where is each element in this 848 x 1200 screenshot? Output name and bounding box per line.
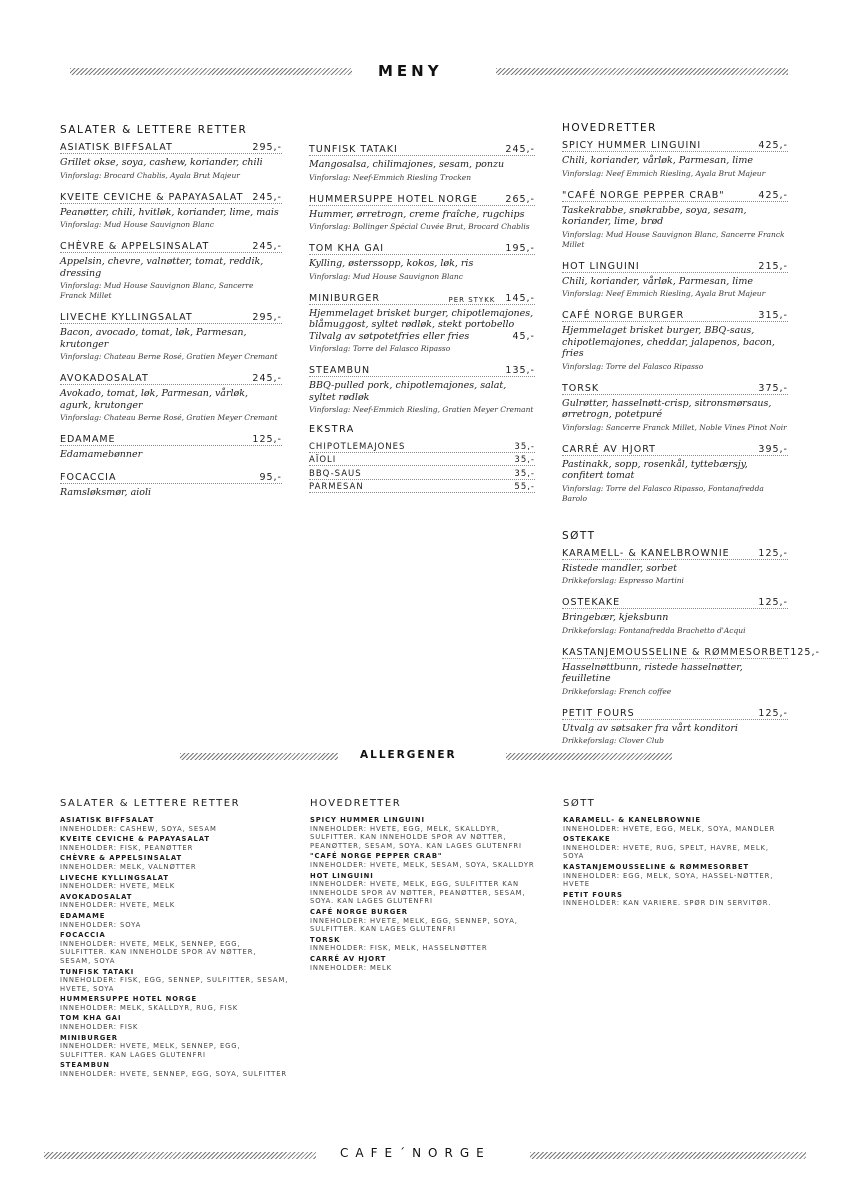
menu-item-price: 295,- <box>252 312 282 323</box>
menu-item-description: Gulrøtter, hasselnøtt-crisp, sitronsmørsaus, ørretrogn, potetpuré <box>562 397 772 420</box>
menu-item-row <box>60 470 282 484</box>
menu-item-description: Edamamebønner <box>60 449 143 460</box>
allergens-column-3 <box>563 798 783 910</box>
allergen-entry <box>60 995 290 1012</box>
menu-item-note: PER STYKK <box>448 295 496 304</box>
menu-item <box>562 138 788 179</box>
allergens-column-1 <box>60 798 290 1081</box>
menu-item-price: 245,- <box>505 144 535 155</box>
menu-item-row <box>60 239 282 253</box>
menu-item <box>60 470 282 499</box>
menu-item-pairing: Vinforslag: Brocard Chablis, Ayala Brut Majeur <box>60 170 240 180</box>
allergen-entry <box>60 874 290 891</box>
menu-item-addon-text: Tilvalg av søtpotetfries eller fries <box>309 330 470 342</box>
menu-item-price: 215,- <box>758 260 788 272</box>
menu-item <box>60 190 282 231</box>
menu-item-row <box>562 259 788 273</box>
menu-item-pairing: Drikkeforslag: Fontanafredda Brachetto d'Acqui <box>562 625 746 635</box>
allergen-heading: HOVEDRETTER <box>310 798 402 809</box>
menu-item-pairing: Vinforslag: Mud House Sauvignon Blanc, Sancerre Franck Millet <box>562 229 785 249</box>
menu-item-description: BBQ-pulled pork, chipotlemajones, salat, syltet rødløk <box>309 380 507 403</box>
allergen-text: INNEHOLDER: HVETE, MELK <box>60 901 176 910</box>
menu-item-pairing: Vinforslag: Neef-Emmich Riesling, Gratien Meyer Cremant <box>309 405 534 414</box>
menu-item <box>309 291 535 355</box>
menu-item <box>562 645 820 697</box>
extra-price: 35,- <box>514 468 535 479</box>
menu-item-name: TOM KHA GAI <box>309 243 385 254</box>
allergen-text: INNEHOLDER: MELK, SKALLDYR, RUG, FISK <box>60 1003 239 1012</box>
allergen-text: INNEHOLDER: HVETE, MELK, EGG, SULFITTER KAN INNEHOLDE SPOR AV NØTTER, PEANØTTER, SESAM, SOYA. KAN LAGES GLUTENFRI <box>310 880 526 906</box>
menu-item-price: 245,- <box>252 241 282 252</box>
menu-item <box>60 371 282 423</box>
allergen-text: INNEHOLDER: HVETE, EGG, MELK, SOYA, MANDLER <box>563 824 776 833</box>
allergen-text: INNEHOLDER: HVETE, RUG, SPELT, HAVRE, MELK, SOYA <box>563 843 769 861</box>
menu-item-description: Chili, koriander, vårløk, Parmesan, lime <box>562 155 753 166</box>
allergen-text: INNEHOLDER: HVETE, MELK <box>60 882 176 891</box>
menu-item-description: Bringebær, kjeksbunn <box>562 612 669 623</box>
menu-item-description: Avokado, tomat, løk, Parmesan, vårløk, agurk, krutonger <box>60 388 249 411</box>
allergen-dish: CARRÉ AV HJORT <box>310 954 387 963</box>
menu-item-description: Ramsløksmør, aioli <box>60 486 152 498</box>
menu-item-price: 125,- <box>252 434 282 445</box>
menu-item-row <box>60 190 282 204</box>
allergen-dish: KVEITE CEVICHE & PAPAYASALAT <box>60 835 210 844</box>
allergens-rule-right <box>506 753 672 760</box>
menu-item-pairing: Drikkeforslag: Espresso Martini <box>562 576 684 585</box>
allergen-text: INNEHOLDER: HVETE, MELK, SESAM, SOYA, SKALLDYR <box>310 860 535 869</box>
menu-item-description: Hjemmelaget brisket burger, chipotlemajones, blåmuggost, syltet rødløk, stekt portobello <box>309 307 534 330</box>
allergen-dish: MINIBURGER <box>60 1033 118 1042</box>
menu-item-name: TORSK <box>562 382 600 394</box>
extra-price: 55,- <box>514 482 535 492</box>
allergens-title: ALLERGENER <box>360 749 457 761</box>
menu-item-price: 375,- <box>758 382 788 394</box>
menu-item-price: 125,- <box>758 547 788 559</box>
menu-item-price: 145,- <box>505 292 535 304</box>
menu-item-description: Hasselnøttbunn, ristede hasselnøtter, feuilletine <box>562 661 743 684</box>
menu-item-addon <box>309 331 535 343</box>
menu-item <box>562 546 788 587</box>
menu-item-addon-price: 45,- <box>512 330 535 342</box>
menu-item-price: 245,- <box>252 191 282 203</box>
allergen-entry <box>563 816 783 833</box>
menu-item-name: HUMMERSUPPE HOTEL NORGE <box>309 193 478 205</box>
menu-item <box>562 259 788 300</box>
menu-item-name: OSTEKAKE <box>562 597 621 608</box>
menu-item-name: HOT LINGUINI <box>562 260 640 272</box>
allergen-dish: CAFÉ NORGE BURGER <box>310 907 408 916</box>
footer-rule-left <box>44 1152 316 1159</box>
menu-item-row <box>562 442 788 456</box>
allergen-heading: SØTT <box>563 798 596 809</box>
section-heading: SØTT <box>562 529 596 542</box>
allergen-text: INNEHOLDER: MELK <box>310 963 393 972</box>
allergen-text: INNEHOLDER: HVETE, SENNEP, EGG, SOYA, SULFITTER <box>60 1070 288 1079</box>
menu-item-name: "CAFÉ NORGE PEPPER CRAB" <box>562 189 725 201</box>
allergens-rule-left <box>180 753 338 760</box>
menu-item-pairing: Vinforslag: Bollinger Spécial Cuvée Brut, Brocard Chablis <box>309 222 530 231</box>
menu-item-pairing: Vinforslag: Sancerre Franck Millet, Noble Vines Pinot Noir <box>562 422 787 432</box>
allergen-entry <box>60 968 290 994</box>
menu-item-pairing: Vinforslag: Torre del Falasco Ripasso <box>562 361 704 371</box>
menu-item-price: 265,- <box>505 193 535 205</box>
allergen-dish: AVOKADOSALAT <box>60 892 133 901</box>
menu-item-row <box>562 595 788 609</box>
allergen-entry <box>60 1034 290 1060</box>
allergen-dish: TOM KHA GAI <box>60 1014 122 1023</box>
menu-item-pairing: Vinforslag: Chateau Berne Rosé, Gratien Meyer Cremant <box>60 352 278 361</box>
menu-item-name: MINIBURGER <box>309 292 380 304</box>
allergen-dish: STEAMBUN <box>60 1061 110 1070</box>
menu-item <box>60 310 282 362</box>
extra-price: 35,- <box>514 441 535 452</box>
menu-item-price: 425,- <box>758 189 788 201</box>
allergen-dish: PETIT FOURS <box>563 890 623 899</box>
menu-item-description: Chili, koriander, vårløk, Parmesan, lime <box>562 275 753 287</box>
menu-item-name: TUNFISK TATAKI <box>309 144 398 155</box>
menu-item-row <box>562 381 788 395</box>
menu-item <box>309 142 535 183</box>
extra-price: 35,- <box>514 455 535 465</box>
allergen-text: INNEHOLDER: FISK, EGG, SENNEP, SULFITTER, SESAM, HVETE, SOYA <box>60 976 289 993</box>
menu-item-row <box>562 546 788 560</box>
allergen-dish: HUMMERSUPPE HOTEL NORGE <box>60 995 198 1004</box>
allergen-dish: KASTANJEMOUSSELINE & RØMMESORBET <box>563 862 750 871</box>
menu-column-1 <box>60 124 282 507</box>
allergen-dish: "CAFÉ NORGE PEPPER CRAB" <box>310 852 443 861</box>
allergen-entry <box>60 912 290 929</box>
allergens-column-2 <box>310 798 540 974</box>
menu-item-name: KVEITE CEVICHE & PAPAYASALAT <box>60 191 244 203</box>
menu-item-price: 95,- <box>259 471 282 483</box>
extra-row <box>309 453 535 467</box>
menu-item-pairing: Drikkeforslag: French coffee <box>562 686 672 696</box>
allergen-text: INNEHOLDER: HVETE, MELK, EGG, SENNEP, SOYA, SULFITTER. KAN LAGES GLUTENFRI <box>310 916 518 934</box>
menu-item <box>562 188 788 250</box>
allergen-text: INNEHOLDER: FISK, PEANØTTER <box>60 843 194 852</box>
extra-name: PARMESAN <box>309 482 364 492</box>
allergen-entry <box>60 816 290 833</box>
allergen-text: INNEHOLDER: HVETE, EGG, MELK, SKALLDYR, SULFITTER. KAN INNEHOLDE SPOR AV NØTTER, PEANØTTER, SESAM, SOYA. KAN LAGES GLUTENFRI <box>310 824 522 850</box>
menu-item-description: Utvalg av søtsaker fra vårt konditori <box>562 722 738 734</box>
menu-item-pairing: Vinforslag: Neef Emmich Riesling, Ayala Brut Majeur <box>562 168 766 178</box>
menu-item <box>562 381 788 433</box>
allergen-heading: SALATER & LETTERE RETTER <box>60 798 241 809</box>
extra-name: BBQ-SAUS <box>309 468 362 479</box>
menu-item-row <box>562 138 788 152</box>
allergen-entry <box>563 891 783 908</box>
allergen-dish: SPICY HUMMER LINGUINI <box>310 816 425 824</box>
menu-item-row <box>309 192 535 206</box>
menu-item-row <box>562 188 788 202</box>
menu-item <box>309 241 535 282</box>
menu-item-row <box>562 308 788 322</box>
allergen-entry <box>60 1061 290 1078</box>
allergen-entry <box>60 893 290 910</box>
menu-item-pairing: Vinforslag: Chateau Berne Rosé, Gratien Meyer Cremant <box>60 413 278 422</box>
menu-item-name: STEAMBUN <box>309 365 371 376</box>
menu-item-row <box>309 363 535 377</box>
menu-item-name: PETIT FOURS <box>562 707 635 719</box>
menu-item <box>309 192 535 233</box>
menu-item-pairing: Vinforslag: Torre del Falasco Ripasso, Fontanafredda Barolo <box>562 483 764 503</box>
allergen-entry <box>310 955 540 972</box>
menu-item-pairing: Drikkeforslag: Clover Club <box>562 736 664 745</box>
menu-item-price: 425,- <box>758 140 788 151</box>
allergen-dish: OSTEKAKE <box>563 835 611 844</box>
allergen-text: INNEHOLDER: HVETE, MELK, SENNEP, EGG, SULFITTER. KAN INNEHOLDE SPOR AV NØTTER, SESAM, SOYA <box>60 939 257 965</box>
extra-name: CHIPOTLEMAJONES <box>309 441 406 452</box>
allergen-dish: EDAMAME <box>60 911 106 920</box>
extra-row <box>309 439 535 453</box>
menu-item-row <box>309 291 535 305</box>
menu-item-row <box>60 310 282 324</box>
menu-item-description: Pastinakk, sopp, rosenkål, tyttebærsjy, confitert tomat <box>562 458 748 481</box>
menu-item <box>562 595 788 636</box>
menu-item-description: Ristede mandler, sorbet <box>562 562 677 574</box>
menu-item-price: 395,- <box>758 443 788 455</box>
menu-item-description: Kylling, østerssopp, kokos, løk, ris <box>309 258 474 269</box>
menu-item-price: 245,- <box>252 373 282 384</box>
menu-item-name: KASTANJEMOUSSELINE & RØMMESORBET <box>562 646 791 658</box>
menu-item <box>562 308 788 372</box>
page-title: MENY <box>378 62 443 80</box>
menu-item-description: Taskekrabbe, snøkrabbe, soya, sesam, koriander, lime, brød <box>562 204 747 227</box>
allergen-text: INNEHOLDER: EGG, MELK, SOYA, HASSEL-NØTTER, HVETE <box>563 871 774 889</box>
menu-item-description: Appelsin, chevre, valnøtter, tomat, reddik, dressing <box>60 256 264 279</box>
menu-item <box>60 140 282 181</box>
menu-item-price: 125,- <box>758 707 788 719</box>
menu-item-description: Hummer, ørretrogn, creme fraîche, rugchips <box>309 208 525 220</box>
allergen-text: INNEHOLDER: KAN VARIERE. SPØR DIN SERVITØR. <box>563 899 772 908</box>
menu-item-name: FOCACCIA <box>60 471 117 483</box>
allergen-dish: HOT LINGUINI <box>310 871 374 880</box>
menu-item-price: 315,- <box>758 310 788 321</box>
menu-item-name: KARAMELL- & KANELBROWNIE <box>562 547 730 559</box>
allergen-text: INNEHOLDER: HVETE, MELK, SENNEP, EGG, SULFITTER. KAN LAGES GLUTENFRI <box>60 1042 241 1059</box>
menu-item-row <box>309 241 535 255</box>
allergen-dish: LIVECHE KYLLINGSALAT <box>60 873 169 882</box>
menu-item <box>60 239 282 301</box>
allergen-dish: ASIATISK BIFFSALAT <box>60 816 155 824</box>
menu-column-2 <box>309 142 535 493</box>
extras-heading: EKSTRA <box>309 424 355 435</box>
menu-item <box>562 706 788 747</box>
menu-item-name: CAFÉ NORGE BURGER <box>562 310 685 321</box>
menu-item-name: EDAMAME <box>60 434 116 445</box>
allergen-entry <box>60 1014 290 1031</box>
menu-item <box>60 432 282 461</box>
menu-item-name: SPICY HUMMER LINGUINI <box>562 140 702 151</box>
menu-item-pairing: Vinforslag: Neef Emmich Riesling, Ayala Brut Majeur <box>562 289 766 298</box>
footer-brand: CAFE´NORGE <box>340 1146 491 1160</box>
allergen-dish: TORSK <box>310 935 341 944</box>
menu-item-pairing: Vinforslag: Neef-Emmich Riesling Trocken <box>309 172 472 182</box>
menu-item-pairing: Vinforslag: Torre del Falasco Ripasso <box>309 344 451 353</box>
allergen-dish: KARAMELL- & KANELBROWNIE <box>563 816 701 824</box>
allergen-entry <box>60 931 290 965</box>
menu-item-row <box>60 140 282 154</box>
allergen-entry <box>563 863 783 889</box>
allergen-text: INNEHOLDER: MELK, VALNØTTER <box>60 862 197 871</box>
allergen-dish: TUNFISK TATAKI <box>60 967 135 976</box>
menu-item-name: AVOKADOSALAT <box>60 373 149 384</box>
section-heading: SALATER & LETTERE RETTER <box>60 124 248 136</box>
menu-item-name: CARRÉ AV HJORT <box>562 443 656 455</box>
allergen-entry <box>563 835 783 861</box>
menu-item-row <box>562 645 820 659</box>
extra-name: AÏOLI <box>309 455 337 465</box>
allergen-entry <box>60 854 290 871</box>
menu-item-price: 295,- <box>252 142 282 153</box>
allergen-entry <box>310 852 540 869</box>
menu-item-row <box>60 432 282 446</box>
menu-item-price: 195,- <box>505 243 535 254</box>
menu-item-price: 125,- <box>758 597 788 608</box>
header-rule-left <box>70 68 352 75</box>
menu-item-row <box>562 706 788 720</box>
menu-item-pairing: Vinforslag: Mud House Sauvignon Blanc, Sancerre Franck Millet <box>60 281 254 300</box>
menu-item-row <box>309 142 535 156</box>
allergen-entry <box>310 908 540 934</box>
extra-row <box>309 466 535 480</box>
allergen-text: INNEHOLDER: FISK <box>60 1023 139 1032</box>
menu-item-description: Grillet okse, soya, cashew, koriander, chili <box>60 157 263 168</box>
allergen-entry <box>310 872 540 906</box>
menu-item <box>562 442 788 504</box>
allergen-text: INNEHOLDER: SOYA <box>60 920 142 929</box>
menu-item-name: LIVECHE KYLLINGSALAT <box>60 312 193 323</box>
menu-item-row <box>60 371 282 385</box>
menu-item-description: Hjemmelaget brisket burger, BBQ-saus, chipotlemajones, cheddar, jalapenos, bacon, fries <box>562 325 775 359</box>
allergen-entry <box>310 816 540 850</box>
allergen-entry <box>310 936 540 953</box>
menu-item-price: 125,- <box>790 646 820 658</box>
menu-item <box>309 363 535 415</box>
footer-rule-right <box>530 1152 806 1159</box>
extra-row <box>309 480 535 494</box>
header-rule-right <box>496 68 788 75</box>
allergen-entry <box>60 835 290 852</box>
allergen-dish: CHÈVRE & APPELSINSALAT <box>60 854 183 863</box>
allergen-text: INNEHOLDER: CASHEW, SOYA, SESAM <box>60 824 217 833</box>
menu-item-description: Mangosalsa, chilimajones, sesam, ponzu <box>309 159 505 170</box>
section-heading: HOVEDRETTER <box>562 122 657 134</box>
menu-item-name: ASIATISK BIFFSALAT <box>60 142 173 153</box>
menu-item-description: Peanøtter, chili, hvitløk, koriander, lime, mais <box>60 206 279 218</box>
menu-item-pairing: Vinforslag: Mud House Sauvignon Blanc <box>60 220 214 229</box>
menu-item-pairing: Vinforslag: Mud House Sauvignon Blanc <box>309 271 463 281</box>
menu-item-name: CHÈVRE & APPELSINSALAT <box>60 241 210 252</box>
menu-item-description: Bacon, avocado, tomat, løk, Parmesan, krutonger <box>60 327 247 350</box>
menu-column-3 <box>562 122 820 755</box>
menu-item-price: 135,- <box>505 365 535 376</box>
allergen-dish: FOCACCIA <box>60 931 106 940</box>
allergen-text: INNEHOLDER: FISK, MELK, HASSELNØTTER <box>310 944 488 953</box>
